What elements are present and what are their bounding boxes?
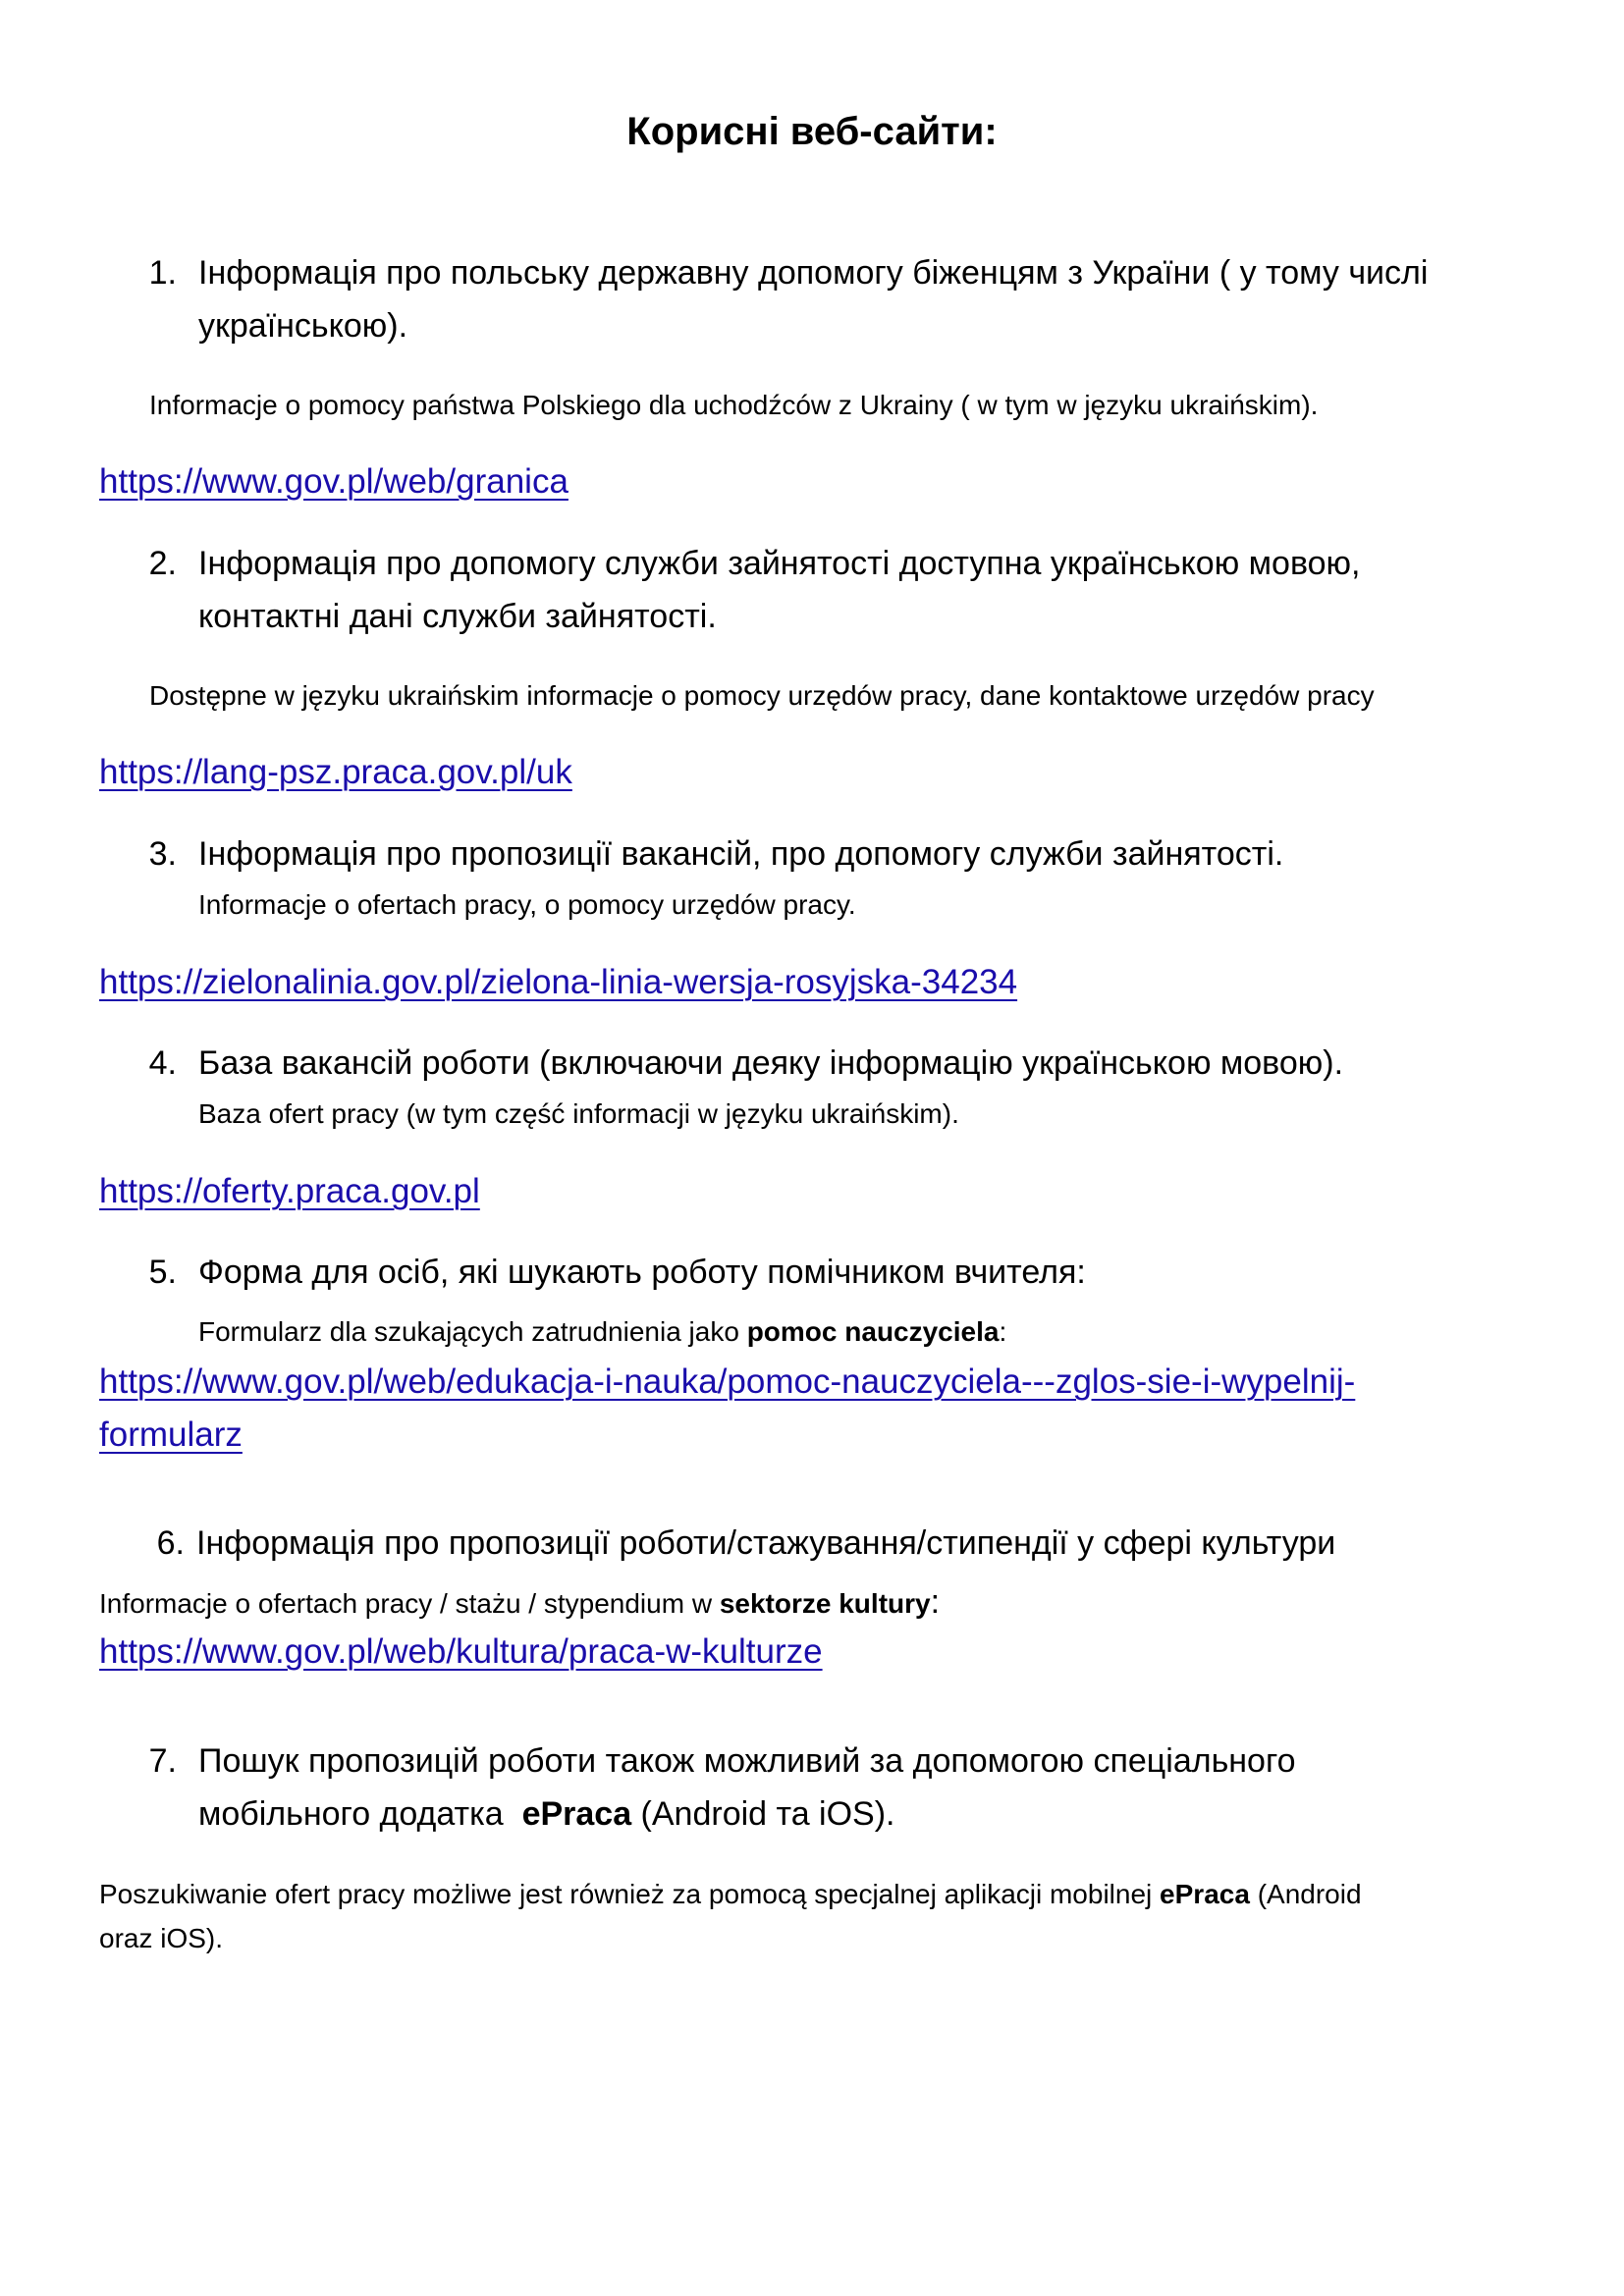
item-7-uk-line-2-suffix: (Android та iOS). [631,1795,895,1833]
item-2-uk-line-2: контактні дані служби зайнятості. [198,598,717,635]
item-6-number: 6. [156,1524,185,1562]
item-1-pl-text: Informacje o pomocy państwa Polskiego dla uchodźców z Ukrainy ( w tym w języku ukraińskim). [149,390,1319,420]
item-6-uk-line-1: Інформація про пропозиції роботи/стажування/стипендії у сфері культури [196,1524,1336,1562]
item-7-number: 7. [148,1742,177,1780]
item-5-pl-text [198,1312,1006,1352]
item-5-pl-bold: pomoc nauczyciela [746,1316,1000,1347]
item-3-link[interactable]: https://zielonalinia.gov.pl/zielona-linia-wersja-rosyjska-34234 [99,963,1018,1001]
item-6-link[interactable]: https://www.gov.pl/web/kultura/praca-w-kulturze [99,1632,823,1671]
item-2-uk-line-1: Інформація про допомогу служби зайнятості доступна українською мовою, [198,545,1361,582]
item-7-uk-line-2-prefix: мобільного додатка [198,1795,522,1833]
item-7-pl-app-name: ePraca [1160,1879,1250,1909]
item-7-uk-line-1: Пошук пропозицій роботи також можливий за допомогою спеціального [198,1742,1296,1780]
item-5-link-line-1[interactable]: https://www.gov.pl/web/edukacja-i-nauka/pomoc-nauczyciela---zglos-sie-i-wypelnij- [99,1362,1356,1401]
item-3-uk-line-1: Інформація про пропозиції вакансій, про допомогу служби зайнятості. [198,835,1284,873]
item-3-number: 3. [148,835,177,873]
item-7-pl-line-2: oraz iOS). [99,1923,224,1953]
item-7-uk-app-name: ePraca [521,1795,632,1833]
item-6-pl-suffix: : [930,1583,941,1621]
item-2-number: 2. [148,545,177,582]
page-title: Корисні веб-сайти: [626,110,998,153]
item-2-pl-text: Dostępne w języku ukraińskim informacje o pomocy urzędów pracy, dane kontaktowe urzędów pracy [149,680,1375,711]
item-7-pl-line-1-suffix: (Android [1249,1879,1362,1909]
item-7-pl-line-1 [99,1875,1362,1914]
item-6-pl-bold: sektorze kultury [719,1588,931,1619]
item-5-uk-line-1: Форма для осіб, які шукають роботу помічником вчителя: [198,1254,1086,1291]
item-7-pl-line-1-prefix: Poszukiwanie ofert pracy możliwe jest również za pomocą specjalnej aplikacji mobilnej [99,1879,1161,1909]
item-4-pl-text: Baza ofert pracy (w tym część informacji w języku ukraińskim). [198,1098,959,1129]
item-6-pl-prefix: Informacje o ofertach pracy / stażu / stypendium w [99,1588,720,1619]
item-1-uk-line-2: українською). [198,307,408,345]
item-1-uk-line-1: Інформація про польську державну допомогу біженцям з України ( у тому числі [198,254,1429,292]
item-5-pl-prefix: Formularz dla szukających zatrudnienia jako [198,1316,747,1347]
item-5-pl-suffix: : [999,1316,1007,1347]
item-2-link[interactable]: https://lang-psz.praca.gov.pl/uk [99,753,572,791]
item-4-link[interactable]: https://oferty.praca.gov.pl [99,1172,480,1210]
item-7-uk-line-2 [198,1788,895,1841]
item-1-link[interactable]: https://www.gov.pl/web/granica [99,462,568,501]
item-3-pl-text: Informacje o ofertach pracy, o pomocy urzędów pracy. [198,889,856,920]
item-6-pl-text [99,1582,940,1624]
item-5-number: 5. [148,1254,177,1291]
item-4-uk-line-1: База вакансій роботи (включаючи деяку інформацію українською мовою). [198,1044,1344,1082]
item-1-number: 1. [148,254,177,292]
item-5-link-line-2[interactable]: formularz [99,1415,243,1454]
item-4-number: 4. [148,1044,177,1082]
